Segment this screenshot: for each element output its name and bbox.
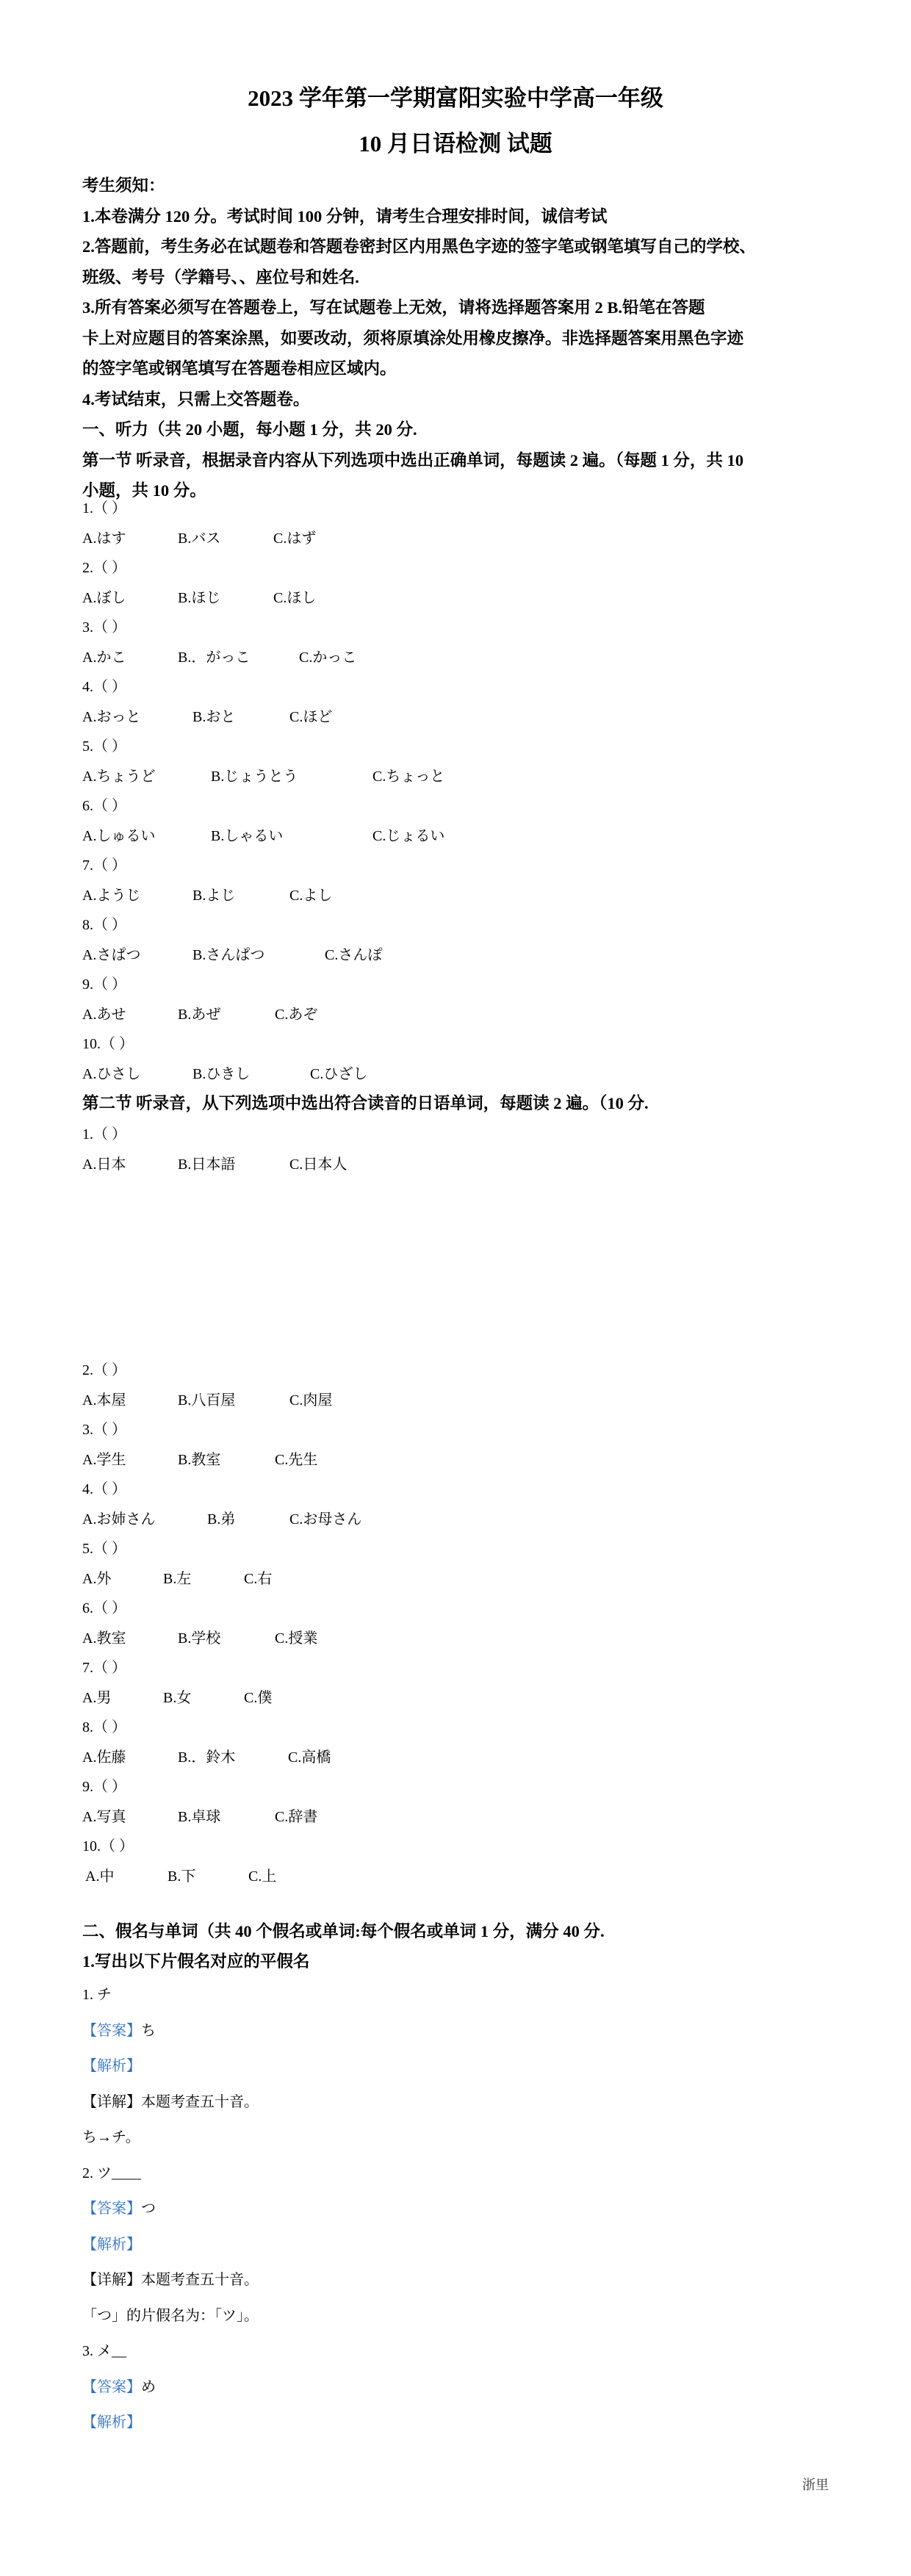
- option-c: C.僕: [244, 1690, 273, 1706]
- question-options: [82, 1392, 817, 1409]
- option-b: B.おと: [192, 709, 236, 725]
- answer-value: め: [141, 2379, 156, 2395]
- option-b: B.さんぱつ: [192, 947, 265, 963]
- option-c: C.ほど: [289, 709, 333, 725]
- part2-heading: 二、假名与单词（共 40 个假名或单词:每个假名或单词 1 分，满分 40 分.: [82, 1922, 605, 1940]
- notice-heading: 考生须知：: [82, 176, 165, 195]
- option-a: A.しゅるい: [82, 828, 156, 844]
- detail-line: [82, 2093, 817, 2111]
- option-b: B.．がっこ: [178, 650, 251, 666]
- section2-instruction: 第二节 听录音，从下列选项中选出符合读音的日语单词，每题读 2 遍。（10 分.: [82, 1094, 649, 1112]
- option-c: C.ちょっと: [372, 769, 445, 785]
- notice-line: 班级、考号（学籍号、、座位号和姓名.: [82, 267, 359, 287]
- question-number: 10.（ ）: [82, 1036, 134, 1052]
- part1-heading: 一、听力（共 20 小题，每小题 1 分，共 20 分.: [82, 420, 417, 439]
- option-b: B.左: [163, 1571, 192, 1587]
- exam-subtitle: 10 月日语检测 试题: [359, 131, 552, 156]
- option-c: C.よし: [289, 888, 333, 904]
- option-a: A.男: [82, 1690, 112, 1706]
- answer-line: [82, 2022, 817, 2040]
- question-text: 1. チ: [82, 1987, 112, 2003]
- option-b: B.卓球: [178, 1809, 221, 1825]
- question-number: 7.（ ）: [82, 857, 126, 874]
- option-b: B.よじ: [192, 888, 236, 904]
- option-a: A.佐藤: [82, 1749, 126, 1766]
- option-c: C.お母さん: [289, 1511, 362, 1528]
- question-number: 9.（ ）: [82, 976, 126, 993]
- notice-line: 卡上对应题目的答案涂黑，如要改动，须将原填涂处用橡皮擦净。非选择题答案用黑色字迹: [82, 328, 744, 348]
- option-c: C.あぞ: [275, 1007, 318, 1023]
- notice-line: 的签字笔或钢笔填写在答题卷相应区域内。: [82, 359, 397, 378]
- question-number: 5.（ ）: [82, 1541, 126, 1557]
- question-number: 8.（ ）: [82, 917, 126, 933]
- analysis-tag: 【解析】: [82, 2058, 141, 2074]
- option-b: B.教室: [178, 1452, 221, 1468]
- question-options: [82, 1451, 817, 1469]
- part2-sub-heading: 1.写出以下片假名对应的平假名: [82, 1952, 310, 1971]
- option-c: C.ほし: [273, 590, 317, 606]
- option-a: A.ようじ: [82, 888, 141, 904]
- option-c: C.かっこ: [299, 650, 357, 666]
- option-a: A.あせ: [82, 1007, 126, 1023]
- option-c: C.ひざし: [310, 1066, 368, 1082]
- option-b: B.下: [168, 1868, 196, 1885]
- option-b: B.日本語: [178, 1156, 236, 1173]
- option-b: B.学校: [178, 1630, 221, 1647]
- option-a: A.写真: [82, 1809, 126, 1825]
- option-a: A.お姉さん: [82, 1511, 156, 1528]
- detail-line: [82, 2271, 817, 2289]
- analysis-tag: 【解析】: [82, 2414, 141, 2431]
- question-number: 3.（ ）: [82, 619, 126, 636]
- question-number: 4.（ ）: [82, 679, 126, 695]
- question-text: 3. メ__: [82, 2343, 126, 2359]
- question-options: [82, 1511, 817, 1528]
- option-a: A.おっと: [82, 709, 141, 725]
- question-options: [82, 1156, 817, 1173]
- option-b: B.ほじ: [178, 590, 221, 606]
- question-options: [82, 1065, 817, 1083]
- page-footer: 浙里: [802, 2478, 829, 2492]
- option-a: A.さぱつ: [82, 947, 141, 963]
- option-c: C.授業: [275, 1630, 318, 1647]
- explanation: ち→チ。: [82, 2129, 140, 2145]
- option-a: A.外: [82, 1571, 112, 1587]
- notice-line: 3.所有答案必须写在答题卷上，写在试题卷上无效，请将选择题答案用 2 B.铅笔在答题: [82, 298, 705, 317]
- option-c: C.右: [244, 1571, 273, 1587]
- question-number: 6.（ ）: [82, 798, 126, 814]
- question-options: [82, 530, 817, 547]
- option-a: A.はす: [82, 530, 126, 547]
- option-b: B.．鈴木: [178, 1749, 236, 1766]
- section1-instruction: 第一节 听录音，根据录音内容从下列选项中选出正确单词，每题读 2 遍。（每题 1 分，共 10: [82, 450, 744, 469]
- question-number: 3.（ ）: [82, 1422, 126, 1438]
- option-b: B.しゃるい: [211, 828, 284, 844]
- question-number: 2.（ ）: [82, 560, 126, 576]
- question-options: [82, 1006, 817, 1023]
- option-c: C.上: [248, 1868, 277, 1885]
- question-text: 2. ツ____: [82, 2165, 141, 2181]
- answer-line: [82, 2378, 817, 2396]
- exam-title: 2023 学年第一学期富阳实验中学高一年级: [248, 85, 663, 111]
- question-number: 2.（ ）: [82, 1362, 126, 1378]
- option-c: C.じょるい: [372, 828, 445, 844]
- question-options: [82, 649, 817, 666]
- option-b: B.あぜ: [178, 1007, 221, 1023]
- section1-instruction-cont: 小题，共 10 分。: [82, 481, 206, 500]
- option-c: C.日本人: [289, 1156, 348, 1173]
- notice-line: 1.本卷满分 120 分。考试时间 100 分钟，请考生合理安排时间，诚信考试: [82, 206, 608, 226]
- answer-tag: 【答案】: [82, 2379, 141, 2395]
- exam-notice: [82, 170, 839, 506]
- option-a: A.ちょうど: [82, 769, 156, 785]
- answer-line: [82, 2200, 817, 2217]
- analysis-tag: 【解析】: [82, 2237, 141, 2253]
- question-options: [82, 827, 817, 845]
- question-number: 4.（ ）: [82, 1481, 126, 1497]
- question-options: [82, 1749, 817, 1766]
- option-a: A.日本: [82, 1156, 126, 1173]
- answer-value: ち: [141, 2023, 156, 2039]
- question-options: [82, 1868, 817, 1885]
- answer-value: つ: [141, 2201, 156, 2217]
- question-options: [82, 708, 817, 726]
- notice-line: 4.考试结束，只需上交答题卷。: [82, 389, 310, 409]
- option-a: A.ぼし: [82, 590, 126, 606]
- option-a: A.教室: [82, 1630, 126, 1647]
- detail-text: 本题考查五十音。: [141, 2094, 259, 2110]
- option-b: B.八百屋: [178, 1392, 236, 1408]
- question-options: [82, 768, 817, 785]
- option-b: B.女: [163, 1690, 192, 1706]
- option-c: C.高橋: [288, 1749, 331, 1766]
- question-number: 6.（ ）: [82, 1600, 126, 1616]
- option-a: A.中: [85, 1868, 115, 1885]
- option-a: A.ひさし: [82, 1066, 141, 1082]
- question-options: [82, 1808, 817, 1826]
- question-number: 1.（ ）: [82, 1126, 126, 1143]
- notice-line: 2.答题前，考生务必在试题卷和答题卷密封区内用黑色字迹的签字笔或钢笔填写自己的学校、: [82, 237, 756, 256]
- option-b: B.ひきし: [192, 1066, 251, 1082]
- question-options: [82, 1570, 817, 1588]
- answer-tag: 【答案】: [82, 2201, 141, 2217]
- option-b: B.バス: [178, 530, 221, 547]
- option-b: B.じょうとう: [211, 769, 298, 785]
- detail-tag: 【详解】: [82, 2272, 141, 2288]
- question-number: 8.（ ）: [82, 1719, 126, 1735]
- detail-tag: 【详解】: [82, 2094, 141, 2110]
- option-a: A.学生: [82, 1452, 126, 1468]
- option-c: C.はず: [273, 530, 317, 547]
- question-number: 5.（ ）: [82, 738, 126, 755]
- question-options: [82, 1689, 817, 1707]
- question-number: 1.（ ）: [82, 500, 126, 517]
- question-options: [82, 887, 817, 904]
- question-number: 7.（ ）: [82, 1660, 126, 1676]
- question-options: [82, 946, 817, 964]
- option-c: C.さんぽ: [325, 947, 383, 963]
- question-number: 10.（ ）: [82, 1838, 134, 1854]
- option-b: B.弟: [207, 1511, 236, 1528]
- option-c: C.肉屋: [289, 1392, 333, 1408]
- question-options: [82, 589, 817, 607]
- option-c: C.先生: [275, 1452, 318, 1468]
- question-number: 9.（ ）: [82, 1779, 126, 1795]
- question-options: [82, 1630, 817, 1647]
- option-c: C.辞書: [275, 1809, 318, 1825]
- option-a: A.かこ: [82, 650, 126, 666]
- option-a: A.本屋: [82, 1392, 126, 1408]
- detail-text: 本题考查五十音。: [141, 2272, 259, 2288]
- explanation: 「つ」的片假名为：「ツ」。: [82, 2308, 259, 2324]
- answer-tag: 【答案】: [82, 2023, 141, 2039]
